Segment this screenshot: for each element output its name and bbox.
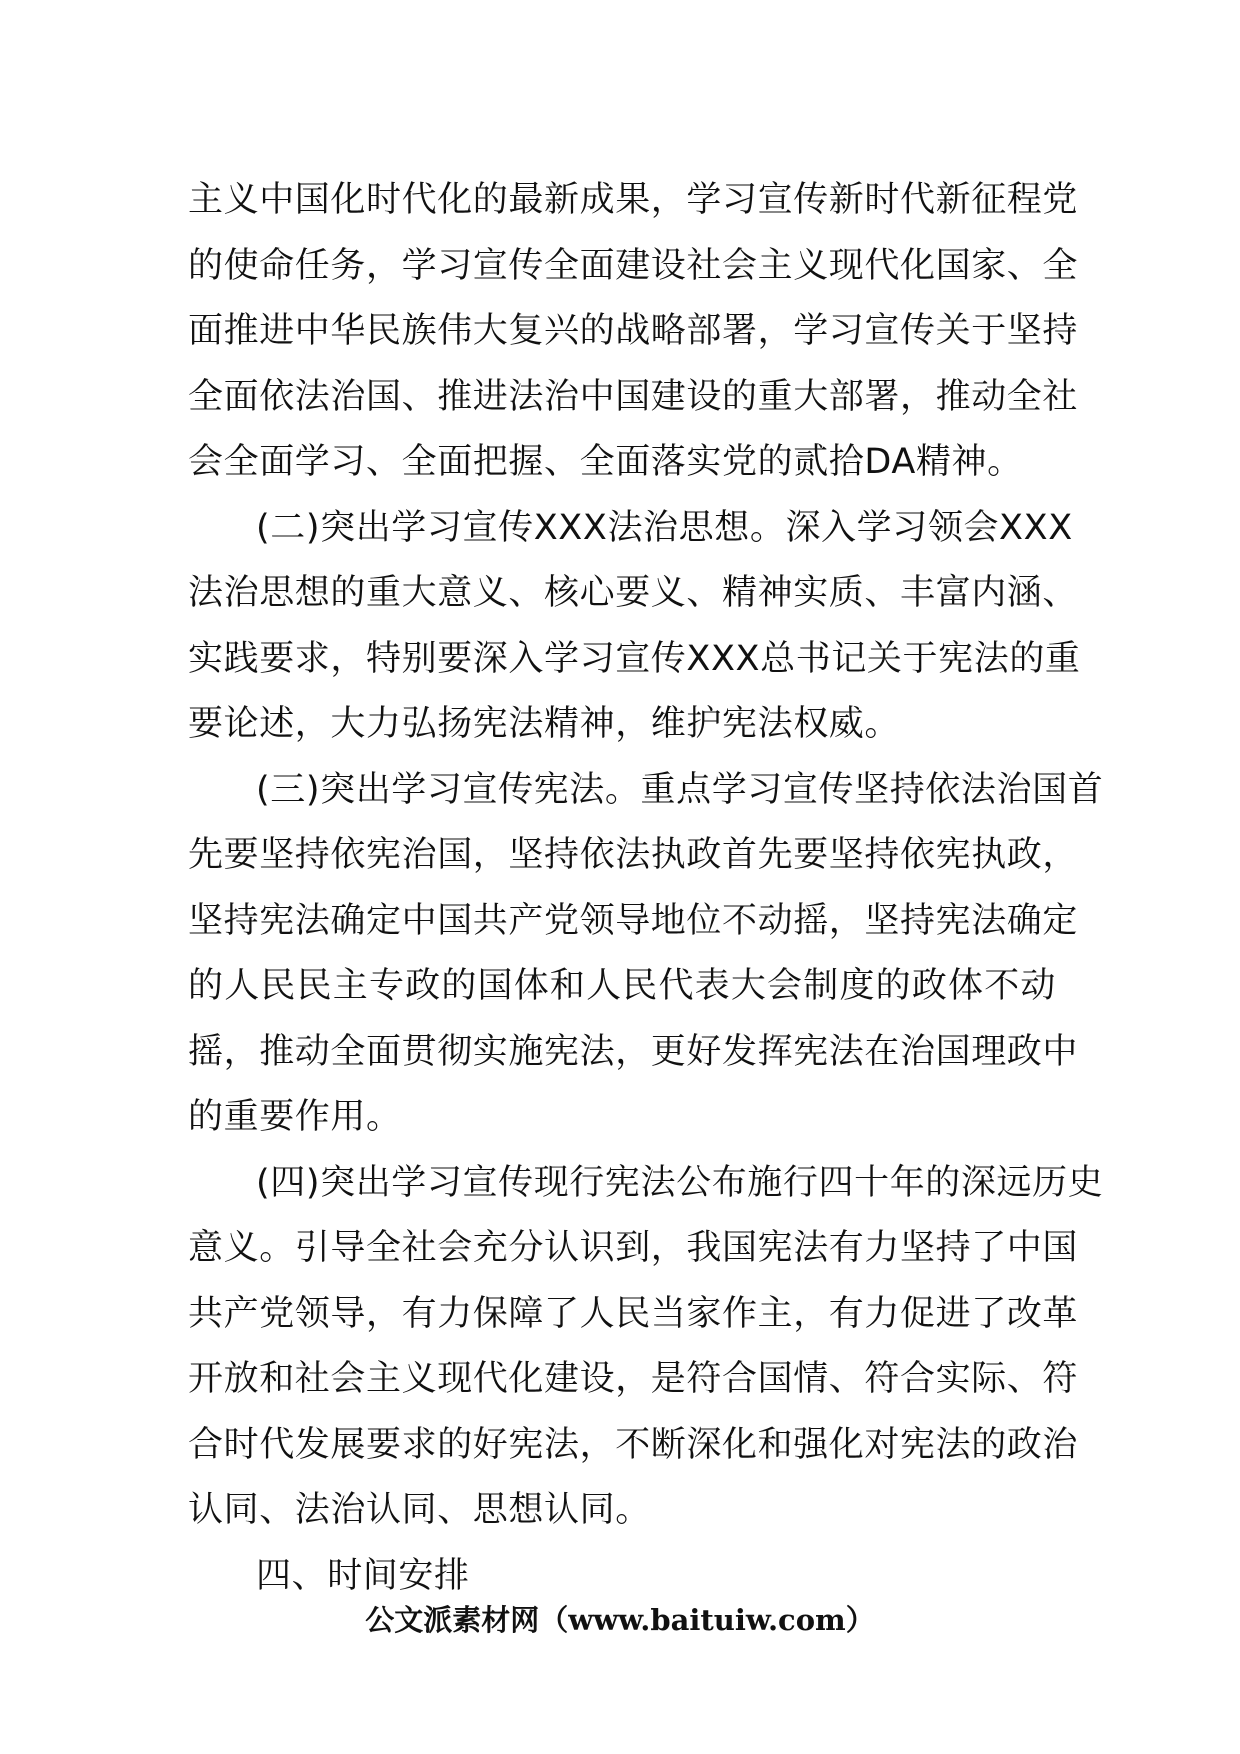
text-line: 合时代发展要求的好宪法，不断深化和强化对宪法的政治: [188, 1424, 1079, 1465]
text-line: 意义。引导全社会充分认识到，我国宪法有力坚持了中国: [188, 1228, 1079, 1268]
text-line: 的使命任务，学习宣传全面建设社会主义现代化国家、全: [188, 245, 1079, 286]
text-line: 开放和社会主义现代化建设，是符合国情、符合实际、符: [188, 1359, 1079, 1399]
text-line: 实践要求，特别要深入学习宣传XXX总书记关于宪法的重: [188, 638, 1081, 679]
section-heading-2: (二)突出学习宣传XXX法治思想。深入学习领会XXX: [256, 507, 1073, 548]
footer-watermark: 公文派素材网（www.baituiw.com）: [365, 1603, 875, 1637]
text-line: 的重要作用。: [188, 1097, 402, 1137]
text-line: 全面依法治国、推进法治中国建设的重大部署，推动全社: [188, 376, 1079, 417]
text-line: 先要坚持依宪治国，坚持依法执政首先要坚持依宪执政，: [188, 835, 1079, 875]
text-line: 会全面学习、全面把握、全面落实党的贰拾DA精神。: [188, 442, 1023, 482]
text-line: 法治思想的重大意义、核心要义、精神实质、丰富内涵、: [188, 573, 1079, 613]
text-line: 摇，推动全面贯彻实施宪法，更好发挥宪法在治国理政中: [188, 1031, 1079, 1072]
chapter-heading-time-schedule: 四、时间安排: [256, 1555, 470, 1596]
text-line: 的人民民主专政的国体和人民代表大会制度的政体不动: [188, 966, 1056, 1006]
text-line: 坚持宪法确定中国共产党领导地位不动摇，坚持宪法确定: [188, 900, 1079, 941]
text-line: 面推进中华民族伟大复兴的战略部署，学习宣传关于坚持: [188, 311, 1079, 351]
section-heading-4: (四)突出学习宣传现行宪法公布施行四十年的深远历史: [256, 1162, 1104, 1203]
text-line: 要论述，大力弘扬宪法精神，维护宪法权威。: [188, 704, 901, 744]
section-heading-3: (三)突出学习宣传宪法。重点学习宣传坚持依法治国首: [256, 769, 1104, 810]
text-line: 共产党领导，有力保障了人民当家作主，有力促进了改革: [188, 1293, 1079, 1334]
text-line: 认同、法治认同、思想认同。: [188, 1490, 651, 1530]
document-body: [188, 168, 1104, 1609]
text-line: 主义中国化时代化的最新成果，学习宣传新时代新征程党: [188, 180, 1079, 220]
